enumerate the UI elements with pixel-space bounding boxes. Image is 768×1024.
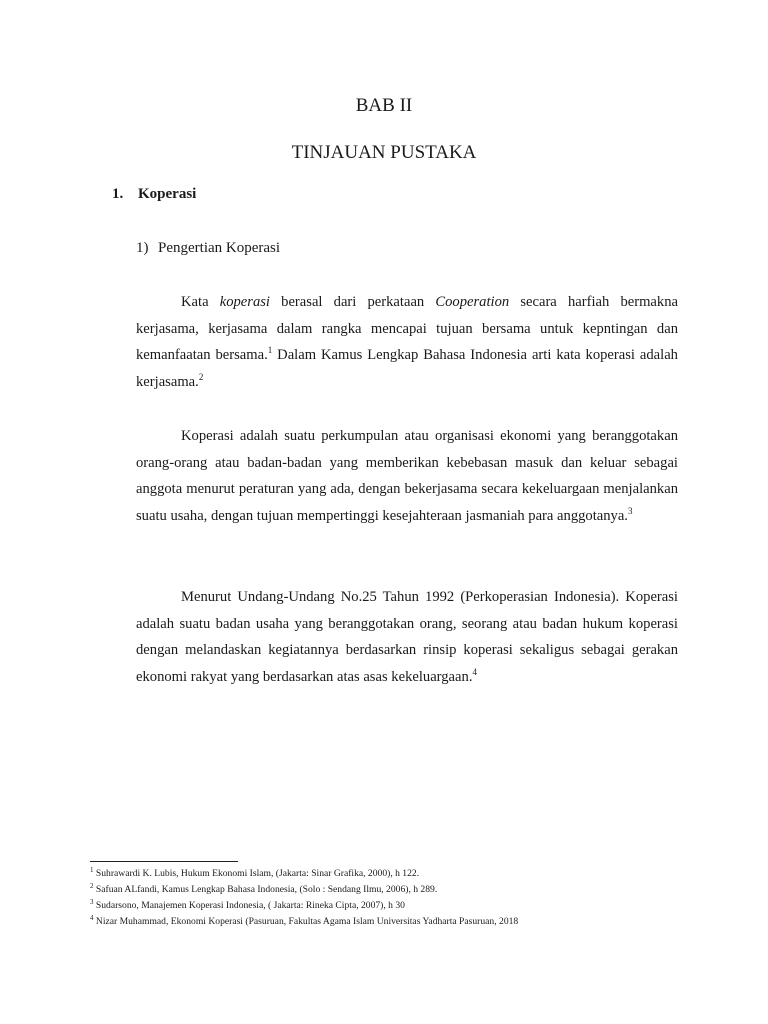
footnote-text: Nizar Muhammad, Ekonomi Koperasi (Pasuruan, Fakultas Agama Islam Universitas Yadharta Pasuruan, 2018 xyxy=(95,916,519,927)
paragraph-law xyxy=(136,584,678,690)
footnote xyxy=(90,898,730,914)
chapter-title: TINJAUAN PUSTAKA xyxy=(291,142,477,163)
footnote-marker: 4 xyxy=(472,666,477,677)
section-number: 1. xyxy=(112,186,124,202)
footnote-text: Sudarsono, Manajemen Koperasi Indonesia, ( Jakarta: Rineka Cipta, 2007), h 30 xyxy=(95,900,405,911)
paragraph-text: secara harfiah bermakna kerjasama, kerjasama dalam rangka mencapai tujuan bersama untuk kepntingan dan kemanfaatan bersama. xyxy=(136,294,678,364)
subsection-heading xyxy=(136,240,280,257)
paragraph-text: Dalam Kamus Lengkap Bahasa Indonesia arti kata koperasi adalah kerjasama. xyxy=(136,347,678,390)
footnotes xyxy=(90,866,730,930)
footnote-number: 2 xyxy=(90,881,94,890)
footnote-text: Suhrawardi K. Lubis, Hukum Ekonomi Islam, (Jakarta: Sinar Grafika, 2000), h 122. xyxy=(95,868,420,879)
footnote-marker: 1 xyxy=(267,345,273,356)
italic-term: koperasi xyxy=(219,294,270,310)
section-title: Koperasi xyxy=(138,186,197,202)
paragraph-organization xyxy=(136,423,678,529)
italic-term: Cooperation xyxy=(435,294,510,310)
footnote-text: Safuan ALfandi, Kamus Lengkap Bahasa Indonesia, (Solo : Sendang Ilmu, 2006), h 289. xyxy=(95,884,438,895)
footnote-number: 3 xyxy=(90,897,94,906)
footnote xyxy=(90,882,730,898)
footnote xyxy=(90,914,730,930)
paragraph-text: Menurut Undang-Undang No.25 Tahun 1992 (Perkoperasian Indonesia). Koperasi adalah suatu badan usaha yang beranggotakan orang, seorang atau badan hukum koperasi dengan melandaskan kegiatannya berdasarkan rinsip koperasi sekaligus sebagai gerakan ekonomi rakyat yang berdasarkan atas asas kekeluargaan. xyxy=(136,589,678,685)
subsection-title: Pengertian Koperasi xyxy=(158,240,281,256)
subsection-number: 1) xyxy=(136,240,149,256)
footnote-number: 4 xyxy=(90,913,94,922)
paragraph-text: Koperasi adalah suatu perkumpulan atau organisasi ekonomi yang beranggotakan orang-orang atau badan-badan yang memberikan kebebasan masuk dan keluar sebagai anggota menurut peraturan yang ada, dengan bekerjasama secara kekeluargaan menjalankan suatu usaha, dengan tujuan mempertinggi kesejahteraan jasmaniah para anggotanya. xyxy=(136,428,678,524)
footnote-number: 1 xyxy=(90,865,94,874)
paragraph-text: Kata xyxy=(181,294,220,310)
paragraph-definition xyxy=(136,289,678,395)
footnote xyxy=(90,866,730,882)
footnote-marker: 3 xyxy=(627,505,633,516)
footnote-separator xyxy=(90,861,238,862)
paragraph-text: berasal dari perkataan xyxy=(269,294,436,310)
chapter-number: BAB II xyxy=(355,95,413,116)
footnote-marker: 2 xyxy=(198,371,204,382)
section-heading xyxy=(112,186,196,203)
